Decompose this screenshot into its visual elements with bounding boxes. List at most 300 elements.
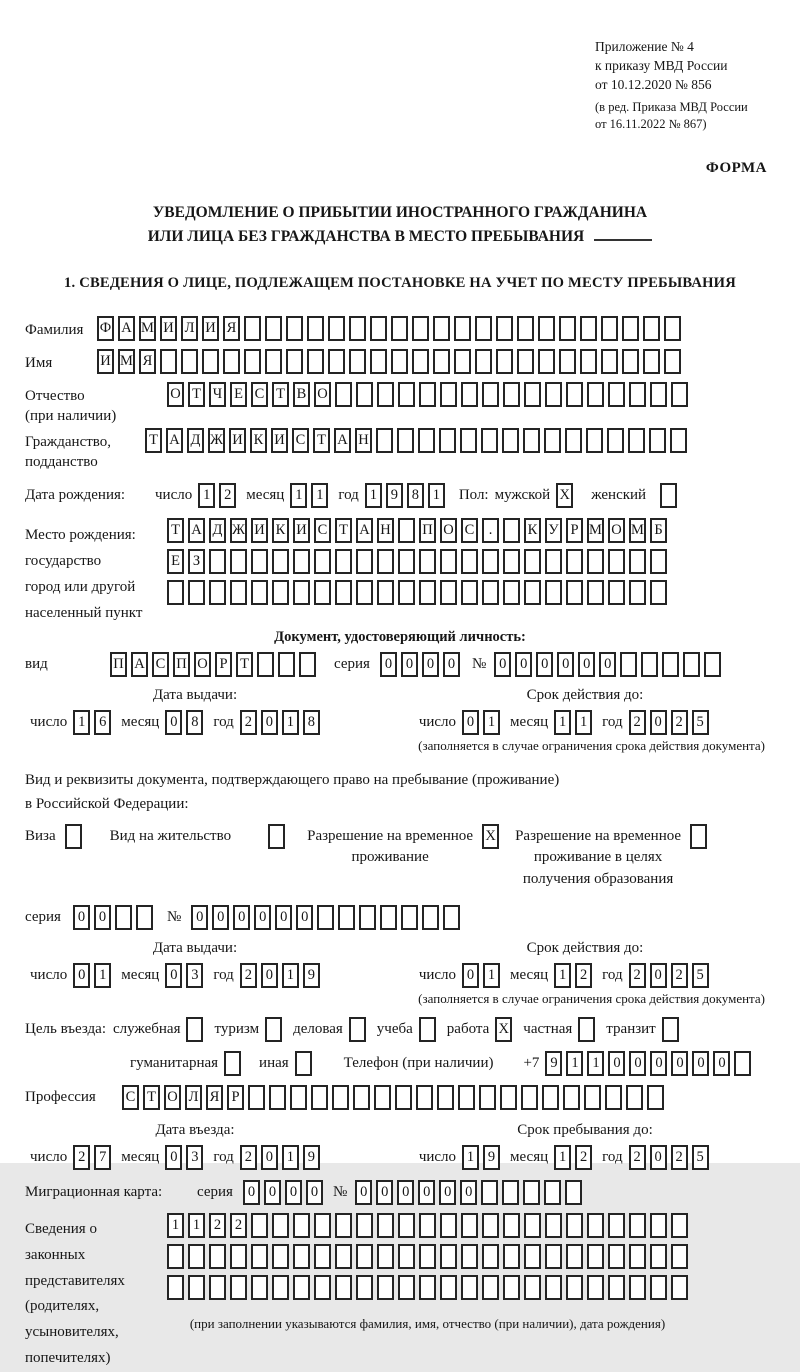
char-cell[interactable] xyxy=(398,1275,415,1300)
char-cell[interactable]: 1 xyxy=(282,1145,299,1170)
char-cell[interactable]: 2 xyxy=(240,963,257,988)
char-cell[interactable] xyxy=(209,1275,226,1300)
char-cell[interactable]: 0 xyxy=(608,1051,625,1076)
char-cell[interactable] xyxy=(209,1244,226,1269)
char-cell[interactable] xyxy=(209,580,226,605)
char-cell[interactable] xyxy=(356,580,373,605)
char-cell[interactable]: 1 xyxy=(188,1213,205,1238)
mc-number-input[interactable] xyxy=(355,1180,582,1205)
doc-issue-year-input[interactable] xyxy=(240,710,320,735)
char-cell[interactable] xyxy=(311,1085,328,1110)
stay-day-input[interactable] xyxy=(462,1145,500,1170)
char-cell[interactable]: 2 xyxy=(575,1145,592,1170)
char-cell[interactable]: З xyxy=(188,549,205,574)
char-cell[interactable] xyxy=(272,1275,289,1300)
char-cell[interactable]: 0 xyxy=(443,652,460,677)
char-cell[interactable] xyxy=(461,1213,478,1238)
char-cell[interactable] xyxy=(398,1213,415,1238)
char-cell[interactable] xyxy=(307,349,324,374)
char-cell[interactable] xyxy=(437,1085,454,1110)
char-cell[interactable] xyxy=(503,1275,520,1300)
char-cell[interactable] xyxy=(502,428,519,453)
char-cell[interactable] xyxy=(461,382,478,407)
char-cell[interactable] xyxy=(257,652,274,677)
char-cell[interactable] xyxy=(188,1275,205,1300)
char-cell[interactable] xyxy=(524,580,541,605)
char-cell[interactable]: М xyxy=(629,518,646,543)
char-cell[interactable] xyxy=(265,349,282,374)
char-cell[interactable] xyxy=(660,483,677,508)
char-cell[interactable]: 2 xyxy=(671,963,688,988)
char-cell[interactable] xyxy=(419,1017,436,1042)
char-cell[interactable]: 0 xyxy=(397,1180,414,1205)
char-cell[interactable] xyxy=(416,1085,433,1110)
char-cell[interactable] xyxy=(268,824,285,849)
char-cell[interactable]: С xyxy=(251,382,268,407)
char-cell[interactable] xyxy=(650,1244,667,1269)
char-cell[interactable]: Е xyxy=(230,382,247,407)
char-cell[interactable] xyxy=(566,580,583,605)
char-cell[interactable] xyxy=(643,349,660,374)
char-cell[interactable]: И xyxy=(97,349,114,374)
char-cell[interactable]: Е xyxy=(167,549,184,574)
char-cell[interactable] xyxy=(566,382,583,407)
char-cell[interactable] xyxy=(523,1180,540,1205)
char-cell[interactable] xyxy=(359,905,376,930)
char-cell[interactable]: 1 xyxy=(428,483,445,508)
purpose-other-checkbox[interactable] xyxy=(295,1051,312,1076)
char-cell[interactable]: 2 xyxy=(230,1213,247,1238)
char-cell[interactable] xyxy=(647,1085,664,1110)
doc-valid-month-input[interactable] xyxy=(554,710,592,735)
char-cell[interactable]: С xyxy=(314,518,331,543)
char-cell[interactable] xyxy=(317,905,334,930)
char-cell[interactable]: 1 xyxy=(290,483,307,508)
birthplace-row2-input[interactable] xyxy=(167,549,667,574)
char-cell[interactable] xyxy=(580,349,597,374)
char-cell[interactable]: 5 xyxy=(692,963,709,988)
char-cell[interactable]: О xyxy=(164,1085,181,1110)
char-cell[interactable] xyxy=(293,549,310,574)
char-cell[interactable]: Р xyxy=(566,518,583,543)
char-cell[interactable] xyxy=(517,316,534,341)
char-cell[interactable] xyxy=(224,1051,241,1076)
char-cell[interactable] xyxy=(545,1275,562,1300)
char-cell[interactable] xyxy=(272,580,289,605)
char-cell[interactable] xyxy=(523,428,540,453)
char-cell[interactable] xyxy=(377,1244,394,1269)
char-cell[interactable] xyxy=(461,549,478,574)
char-cell[interactable] xyxy=(412,349,429,374)
char-cell[interactable]: 0 xyxy=(243,1180,260,1205)
char-cell[interactable]: 0 xyxy=(165,963,182,988)
char-cell[interactable]: 1 xyxy=(365,483,382,508)
char-cell[interactable]: 0 xyxy=(557,652,574,677)
char-cell[interactable] xyxy=(629,580,646,605)
doc-kind-input[interactable] xyxy=(110,652,316,677)
char-cell[interactable]: 0 xyxy=(264,1180,281,1205)
doc-valid-day-input[interactable] xyxy=(462,710,500,735)
char-cell[interactable] xyxy=(650,580,667,605)
char-cell[interactable]: 1 xyxy=(198,483,215,508)
char-cell[interactable]: 0 xyxy=(94,905,111,930)
char-cell[interactable]: Л xyxy=(185,1085,202,1110)
char-cell[interactable] xyxy=(566,1213,583,1238)
char-cell[interactable] xyxy=(314,1213,331,1238)
char-cell[interactable] xyxy=(397,428,414,453)
entry-month-input[interactable] xyxy=(165,1145,203,1170)
char-cell[interactable] xyxy=(545,580,562,605)
char-cell[interactable]: 0 xyxy=(401,652,418,677)
char-cell[interactable] xyxy=(524,382,541,407)
char-cell[interactable] xyxy=(650,549,667,574)
phone-input[interactable] xyxy=(545,1051,751,1076)
char-cell[interactable] xyxy=(496,349,513,374)
char-cell[interactable] xyxy=(649,428,666,453)
char-cell[interactable] xyxy=(650,1275,667,1300)
char-cell[interactable]: 9 xyxy=(386,483,403,508)
char-cell[interactable]: 0 xyxy=(713,1051,730,1076)
char-cell[interactable]: Т xyxy=(188,382,205,407)
char-cell[interactable] xyxy=(188,580,205,605)
char-cell[interactable] xyxy=(290,1085,307,1110)
char-cell[interactable] xyxy=(587,1275,604,1300)
char-cell[interactable] xyxy=(458,1085,475,1110)
char-cell[interactable] xyxy=(734,1051,751,1076)
permit-number-input[interactable] xyxy=(191,905,460,930)
char-cell[interactable] xyxy=(419,382,436,407)
char-cell[interactable] xyxy=(398,382,415,407)
char-cell[interactable]: К xyxy=(272,518,289,543)
char-cell[interactable] xyxy=(544,1180,561,1205)
char-cell[interactable] xyxy=(587,1244,604,1269)
char-cell[interactable]: П xyxy=(419,518,436,543)
char-cell[interactable]: . xyxy=(482,518,499,543)
char-cell[interactable]: Т xyxy=(145,428,162,453)
char-cell[interactable]: 0 xyxy=(73,905,90,930)
char-cell[interactable] xyxy=(230,1275,247,1300)
permit-series-input[interactable] xyxy=(73,905,153,930)
char-cell[interactable] xyxy=(503,549,520,574)
char-cell[interactable] xyxy=(398,549,415,574)
char-cell[interactable] xyxy=(629,1244,646,1269)
char-cell[interactable]: 1 xyxy=(94,963,111,988)
char-cell[interactable] xyxy=(377,1213,394,1238)
char-cell[interactable]: 8 xyxy=(303,710,320,735)
char-cell[interactable] xyxy=(65,824,82,849)
char-cell[interactable] xyxy=(545,1213,562,1238)
char-cell[interactable] xyxy=(542,1085,559,1110)
char-cell[interactable] xyxy=(643,316,660,341)
char-cell[interactable] xyxy=(481,428,498,453)
char-cell[interactable] xyxy=(230,580,247,605)
char-cell[interactable]: 2 xyxy=(629,710,646,735)
char-cell[interactable]: А xyxy=(334,428,351,453)
char-cell[interactable] xyxy=(419,1275,436,1300)
char-cell[interactable]: С xyxy=(152,652,169,677)
char-cell[interactable] xyxy=(335,382,352,407)
char-cell[interactable]: 0 xyxy=(650,1051,667,1076)
char-cell[interactable] xyxy=(209,549,226,574)
char-cell[interactable] xyxy=(419,1244,436,1269)
char-cell[interactable] xyxy=(332,1085,349,1110)
char-cell[interactable]: 1 xyxy=(483,710,500,735)
char-cell[interactable] xyxy=(629,1213,646,1238)
char-cell[interactable] xyxy=(601,316,618,341)
char-cell[interactable] xyxy=(538,316,555,341)
char-cell[interactable]: А xyxy=(131,652,148,677)
permit-valid-month-input[interactable] xyxy=(554,963,592,988)
char-cell[interactable] xyxy=(524,1213,541,1238)
char-cell[interactable]: 2 xyxy=(240,710,257,735)
char-cell[interactable]: 2 xyxy=(240,1145,257,1170)
char-cell[interactable] xyxy=(377,549,394,574)
char-cell[interactable]: Т xyxy=(167,518,184,543)
representatives-row2-input[interactable] xyxy=(167,1244,688,1269)
char-cell[interactable]: Я xyxy=(223,316,240,341)
char-cell[interactable] xyxy=(349,1017,366,1042)
char-cell[interactable]: Ч xyxy=(209,382,226,407)
char-cell[interactable]: Я xyxy=(206,1085,223,1110)
char-cell[interactable] xyxy=(608,1213,625,1238)
char-cell[interactable] xyxy=(650,382,667,407)
char-cell[interactable]: Т xyxy=(272,382,289,407)
char-cell[interactable] xyxy=(641,652,658,677)
char-cell[interactable]: К xyxy=(250,428,267,453)
char-cell[interactable] xyxy=(251,549,268,574)
char-cell[interactable] xyxy=(482,382,499,407)
char-cell[interactable] xyxy=(265,1017,282,1042)
char-cell[interactable] xyxy=(440,580,457,605)
char-cell[interactable]: М xyxy=(139,316,156,341)
edu-permit-checkbox[interactable] xyxy=(690,824,707,849)
char-cell[interactable]: 1 xyxy=(554,963,571,988)
temp-permit-checkbox[interactable] xyxy=(482,824,499,849)
char-cell[interactable] xyxy=(626,1085,643,1110)
char-cell[interactable]: Д xyxy=(187,428,204,453)
char-cell[interactable] xyxy=(503,1244,520,1269)
char-cell[interactable]: О xyxy=(314,382,331,407)
char-cell[interactable] xyxy=(398,580,415,605)
char-cell[interactable]: Т xyxy=(236,652,253,677)
char-cell[interactable] xyxy=(314,1275,331,1300)
purpose-business-checkbox[interactable] xyxy=(186,1017,203,1042)
char-cell[interactable]: И xyxy=(202,316,219,341)
char-cell[interactable] xyxy=(524,549,541,574)
char-cell[interactable]: 1 xyxy=(554,710,571,735)
char-cell[interactable] xyxy=(377,382,394,407)
char-cell[interactable]: 2 xyxy=(219,483,236,508)
char-cell[interactable]: О xyxy=(167,382,184,407)
surname-input[interactable] xyxy=(97,316,681,341)
profession-input[interactable] xyxy=(122,1085,664,1110)
char-cell[interactable]: 9 xyxy=(545,1051,562,1076)
birth-month-input[interactable] xyxy=(290,483,328,508)
char-cell[interactable] xyxy=(565,428,582,453)
char-cell[interactable]: 9 xyxy=(483,1145,500,1170)
char-cell[interactable] xyxy=(136,905,153,930)
representatives-row1-input[interactable] xyxy=(167,1213,688,1238)
char-cell[interactable]: 0 xyxy=(439,1180,456,1205)
char-cell[interactable] xyxy=(272,1244,289,1269)
char-cell[interactable]: И xyxy=(293,518,310,543)
char-cell[interactable] xyxy=(293,1244,310,1269)
char-cell[interactable]: А xyxy=(118,316,135,341)
char-cell[interactable] xyxy=(349,316,366,341)
char-cell[interactable]: 0 xyxy=(599,652,616,677)
char-cell[interactable] xyxy=(356,382,373,407)
char-cell[interactable] xyxy=(521,1085,538,1110)
char-cell[interactable]: 8 xyxy=(407,483,424,508)
char-cell[interactable]: 0 xyxy=(692,1051,709,1076)
char-cell[interactable]: 1 xyxy=(483,963,500,988)
doc-number-input[interactable] xyxy=(494,652,721,677)
char-cell[interactable] xyxy=(370,316,387,341)
char-cell[interactable] xyxy=(608,382,625,407)
char-cell[interactable] xyxy=(496,316,513,341)
char-cell[interactable]: 8 xyxy=(186,710,203,735)
char-cell[interactable] xyxy=(580,316,597,341)
char-cell[interactable]: С xyxy=(122,1085,139,1110)
char-cell[interactable] xyxy=(202,349,219,374)
purpose-tourism-checkbox[interactable] xyxy=(265,1017,282,1042)
char-cell[interactable] xyxy=(356,1213,373,1238)
visa-checkbox[interactable] xyxy=(65,824,82,849)
char-cell[interactable] xyxy=(545,1244,562,1269)
char-cell[interactable]: 0 xyxy=(165,1145,182,1170)
char-cell[interactable]: 0 xyxy=(536,652,553,677)
char-cell[interactable] xyxy=(443,905,460,930)
char-cell[interactable] xyxy=(269,1085,286,1110)
char-cell[interactable] xyxy=(608,549,625,574)
entry-day-input[interactable] xyxy=(73,1145,111,1170)
char-cell[interactable] xyxy=(524,1275,541,1300)
char-cell[interactable]: 3 xyxy=(186,1145,203,1170)
char-cell[interactable]: 0 xyxy=(296,905,313,930)
char-cell[interactable] xyxy=(230,549,247,574)
char-cell[interactable]: П xyxy=(173,652,190,677)
char-cell[interactable] xyxy=(440,1244,457,1269)
char-cell[interactable] xyxy=(670,428,687,453)
char-cell[interactable]: 6 xyxy=(94,710,111,735)
sex-male-checkbox[interactable] xyxy=(556,483,573,508)
char-cell[interactable]: Д xyxy=(209,518,226,543)
char-cell[interactable]: 3 xyxy=(186,963,203,988)
char-cell[interactable]: 0 xyxy=(285,1180,302,1205)
char-cell[interactable] xyxy=(356,549,373,574)
char-cell[interactable] xyxy=(335,1275,352,1300)
doc-valid-year-input[interactable] xyxy=(629,710,709,735)
char-cell[interactable] xyxy=(356,1275,373,1300)
char-cell[interactable] xyxy=(605,1085,622,1110)
char-cell[interactable]: А xyxy=(188,518,205,543)
char-cell[interactable] xyxy=(545,549,562,574)
char-cell[interactable] xyxy=(328,316,345,341)
char-cell[interactable] xyxy=(349,349,366,374)
char-cell[interactable]: X xyxy=(495,1017,512,1042)
char-cell[interactable] xyxy=(662,652,679,677)
char-cell[interactable]: 9 xyxy=(303,963,320,988)
char-cell[interactable] xyxy=(461,1275,478,1300)
char-cell[interactable] xyxy=(380,905,397,930)
char-cell[interactable] xyxy=(272,549,289,574)
char-cell[interactable]: 7 xyxy=(94,1145,111,1170)
char-cell[interactable]: 9 xyxy=(303,1145,320,1170)
char-cell[interactable] xyxy=(563,1085,580,1110)
char-cell[interactable] xyxy=(482,1275,499,1300)
char-cell[interactable]: Б xyxy=(650,518,667,543)
char-cell[interactable] xyxy=(440,382,457,407)
char-cell[interactable] xyxy=(481,1180,498,1205)
char-cell[interactable]: Н xyxy=(355,428,372,453)
char-cell[interactable] xyxy=(503,382,520,407)
char-cell[interactable]: 0 xyxy=(254,905,271,930)
char-cell[interactable] xyxy=(482,580,499,605)
char-cell[interactable]: В xyxy=(293,382,310,407)
char-cell[interactable] xyxy=(664,349,681,374)
char-cell[interactable]: 0 xyxy=(261,710,278,735)
char-cell[interactable]: Ж xyxy=(230,518,247,543)
char-cell[interactable] xyxy=(578,1017,595,1042)
patronymic-input[interactable] xyxy=(167,382,688,407)
char-cell[interactable] xyxy=(335,1213,352,1238)
char-cell[interactable] xyxy=(690,824,707,849)
char-cell[interactable]: 0 xyxy=(494,652,511,677)
char-cell[interactable] xyxy=(293,1275,310,1300)
char-cell[interactable]: 0 xyxy=(306,1180,323,1205)
char-cell[interactable]: О xyxy=(194,652,211,677)
char-cell[interactable]: 1 xyxy=(462,1145,479,1170)
char-cell[interactable] xyxy=(314,580,331,605)
char-cell[interactable] xyxy=(503,580,520,605)
char-cell[interactable] xyxy=(671,382,688,407)
citizenship-input[interactable] xyxy=(145,428,687,453)
char-cell[interactable]: 0 xyxy=(462,710,479,735)
char-cell[interactable] xyxy=(587,580,604,605)
char-cell[interactable] xyxy=(230,1244,247,1269)
char-cell[interactable] xyxy=(398,1244,415,1269)
char-cell[interactable]: 2 xyxy=(671,1145,688,1170)
char-cell[interactable] xyxy=(479,1085,496,1110)
char-cell[interactable]: 0 xyxy=(73,963,90,988)
char-cell[interactable] xyxy=(181,349,198,374)
doc-issue-day-input[interactable] xyxy=(73,710,111,735)
char-cell[interactable] xyxy=(338,905,355,930)
char-cell[interactable]: 0 xyxy=(460,1180,477,1205)
char-cell[interactable] xyxy=(251,1275,268,1300)
char-cell[interactable] xyxy=(391,316,408,341)
char-cell[interactable] xyxy=(650,1213,667,1238)
permit-issue-day-input[interactable] xyxy=(73,963,111,988)
char-cell[interactable] xyxy=(629,1275,646,1300)
char-cell[interactable] xyxy=(475,349,492,374)
char-cell[interactable]: Т xyxy=(313,428,330,453)
doc-issue-month-input[interactable] xyxy=(165,710,203,735)
char-cell[interactable]: 1 xyxy=(282,710,299,735)
representatives-row3-input[interactable] xyxy=(167,1275,688,1300)
char-cell[interactable] xyxy=(278,652,295,677)
char-cell[interactable]: Р xyxy=(227,1085,244,1110)
char-cell[interactable] xyxy=(622,349,639,374)
sex-female-checkbox[interactable] xyxy=(660,483,677,508)
char-cell[interactable] xyxy=(601,349,618,374)
char-cell[interactable] xyxy=(356,1244,373,1269)
char-cell[interactable]: 2 xyxy=(629,963,646,988)
char-cell[interactable] xyxy=(524,1244,541,1269)
char-cell[interactable]: 0 xyxy=(165,710,182,735)
char-cell[interactable]: 2 xyxy=(209,1213,226,1238)
char-cell[interactable]: 0 xyxy=(671,1051,688,1076)
